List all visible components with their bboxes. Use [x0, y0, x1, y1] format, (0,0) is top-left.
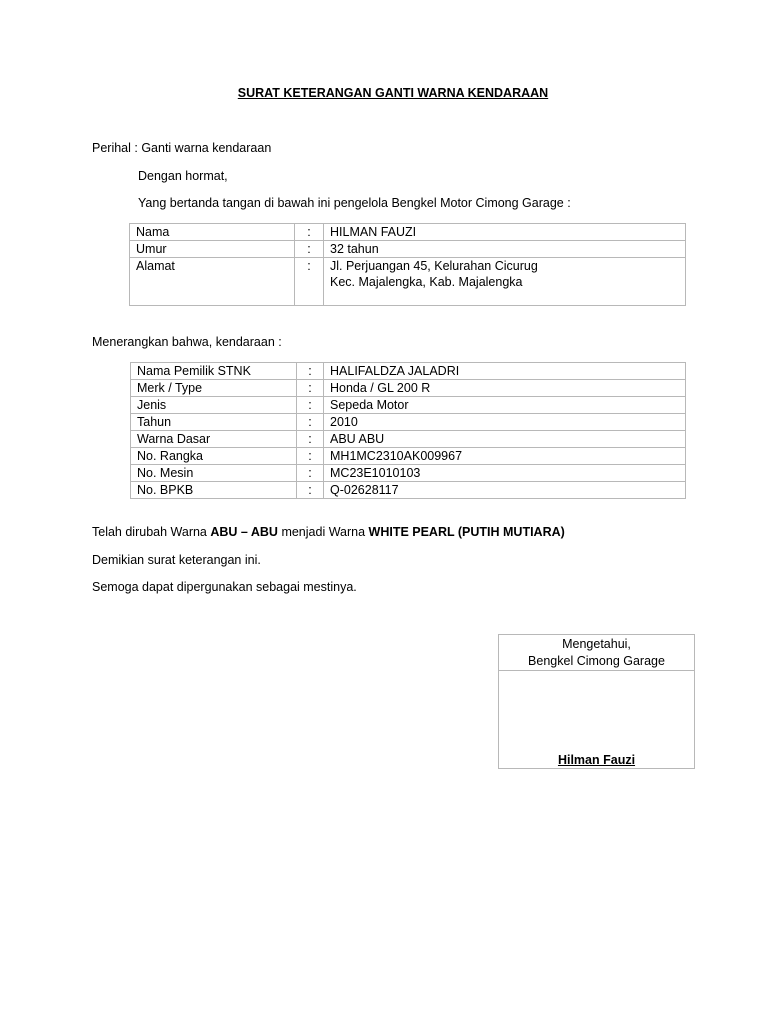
field-label: Nama Pemilik STNK [131, 363, 297, 380]
old-color: ABU – ABU [210, 525, 278, 539]
field-label: Alamat [130, 258, 295, 306]
manager-row-nama [130, 224, 686, 241]
field-label: No. Mesin [131, 465, 297, 482]
change-middle: menjadi Warna [277, 525, 369, 539]
field-separator: : [295, 241, 324, 258]
field-separator: : [297, 414, 324, 431]
address-line-2: Kec. Majalengka, Kab. Majalengka [330, 275, 523, 289]
vehicle-row [131, 397, 686, 414]
field-value: MC23E1010103 [324, 465, 686, 482]
address-line-1: Jl. Perjuangan 45, Kelurahan Cicurug [330, 259, 538, 273]
greeting: Dengan hormat, [138, 169, 228, 183]
color-change-line [92, 525, 565, 539]
field-separator: : [295, 224, 324, 241]
field-value: HALIFALDZA JALADRI [324, 363, 686, 380]
vehicle-row [131, 380, 686, 397]
vehicle-row [131, 448, 686, 465]
field-label: Umur [130, 241, 295, 258]
field-separator: : [297, 397, 324, 414]
field-label: Nama [130, 224, 295, 241]
vehicle-row [131, 482, 686, 499]
field-label: Merk / Type [131, 380, 297, 397]
signature-organization: Bengkel Cimong Garage [528, 653, 665, 668]
vehicle-row [131, 414, 686, 431]
field-value: HILMAN FAUZI [324, 224, 686, 241]
new-color: WHITE PEARL (PUTIH MUTIARA) [368, 525, 565, 539]
manager-table [129, 223, 686, 306]
field-separator: : [297, 431, 324, 448]
closing-line-2: Semoga dapat dipergunakan sebagai mestinya. [92, 580, 357, 594]
field-value [324, 258, 686, 306]
signature-header [499, 635, 694, 671]
field-separator: : [297, 363, 324, 380]
field-separator: : [297, 482, 324, 499]
document-title: SURAT KETERANGAN GANTI WARNA KENDARAAN [237, 86, 549, 100]
field-label: Tahun [131, 414, 297, 431]
signature-acknowledged: Mengetahui, [562, 637, 631, 651]
statement-text: Menerangkan bahwa, kendaraan : [92, 335, 282, 349]
field-value: ABU ABU [324, 431, 686, 448]
closing-line-1: Demikian surat keterangan ini. [92, 553, 261, 567]
field-separator: : [295, 258, 324, 306]
field-value: Q-02628117 [324, 482, 686, 499]
signature-name: Hilman Fauzi [557, 753, 636, 767]
field-value: Honda / GL 200 R [324, 380, 686, 397]
field-value: 2010 [324, 414, 686, 431]
field-separator: : [297, 448, 324, 465]
field-label: Jenis [131, 397, 297, 414]
vehicle-row [131, 363, 686, 380]
field-value: 32 tahun [324, 241, 686, 258]
perihal-line: Perihal : Ganti warna kendaraan [92, 141, 272, 155]
vehicle-table [130, 362, 686, 499]
change-prefix: Telah dirubah Warna [92, 525, 211, 539]
field-label: No. BPKB [131, 482, 297, 499]
vehicle-row [131, 431, 686, 448]
manager-row-alamat [130, 258, 686, 306]
field-separator: : [297, 380, 324, 397]
field-label: Warna Dasar [131, 431, 297, 448]
signature-box [498, 634, 695, 769]
field-value: MH1MC2310AK009967 [324, 448, 686, 465]
manager-row-umur [130, 241, 686, 258]
field-label: No. Rangka [131, 448, 297, 465]
vehicle-row [131, 465, 686, 482]
field-separator: : [297, 465, 324, 482]
intro-text: Yang bertanda tangan di bawah ini pengelola Bengkel Motor Cimong Garage : [138, 196, 571, 210]
field-value: Sepeda Motor [324, 397, 686, 414]
